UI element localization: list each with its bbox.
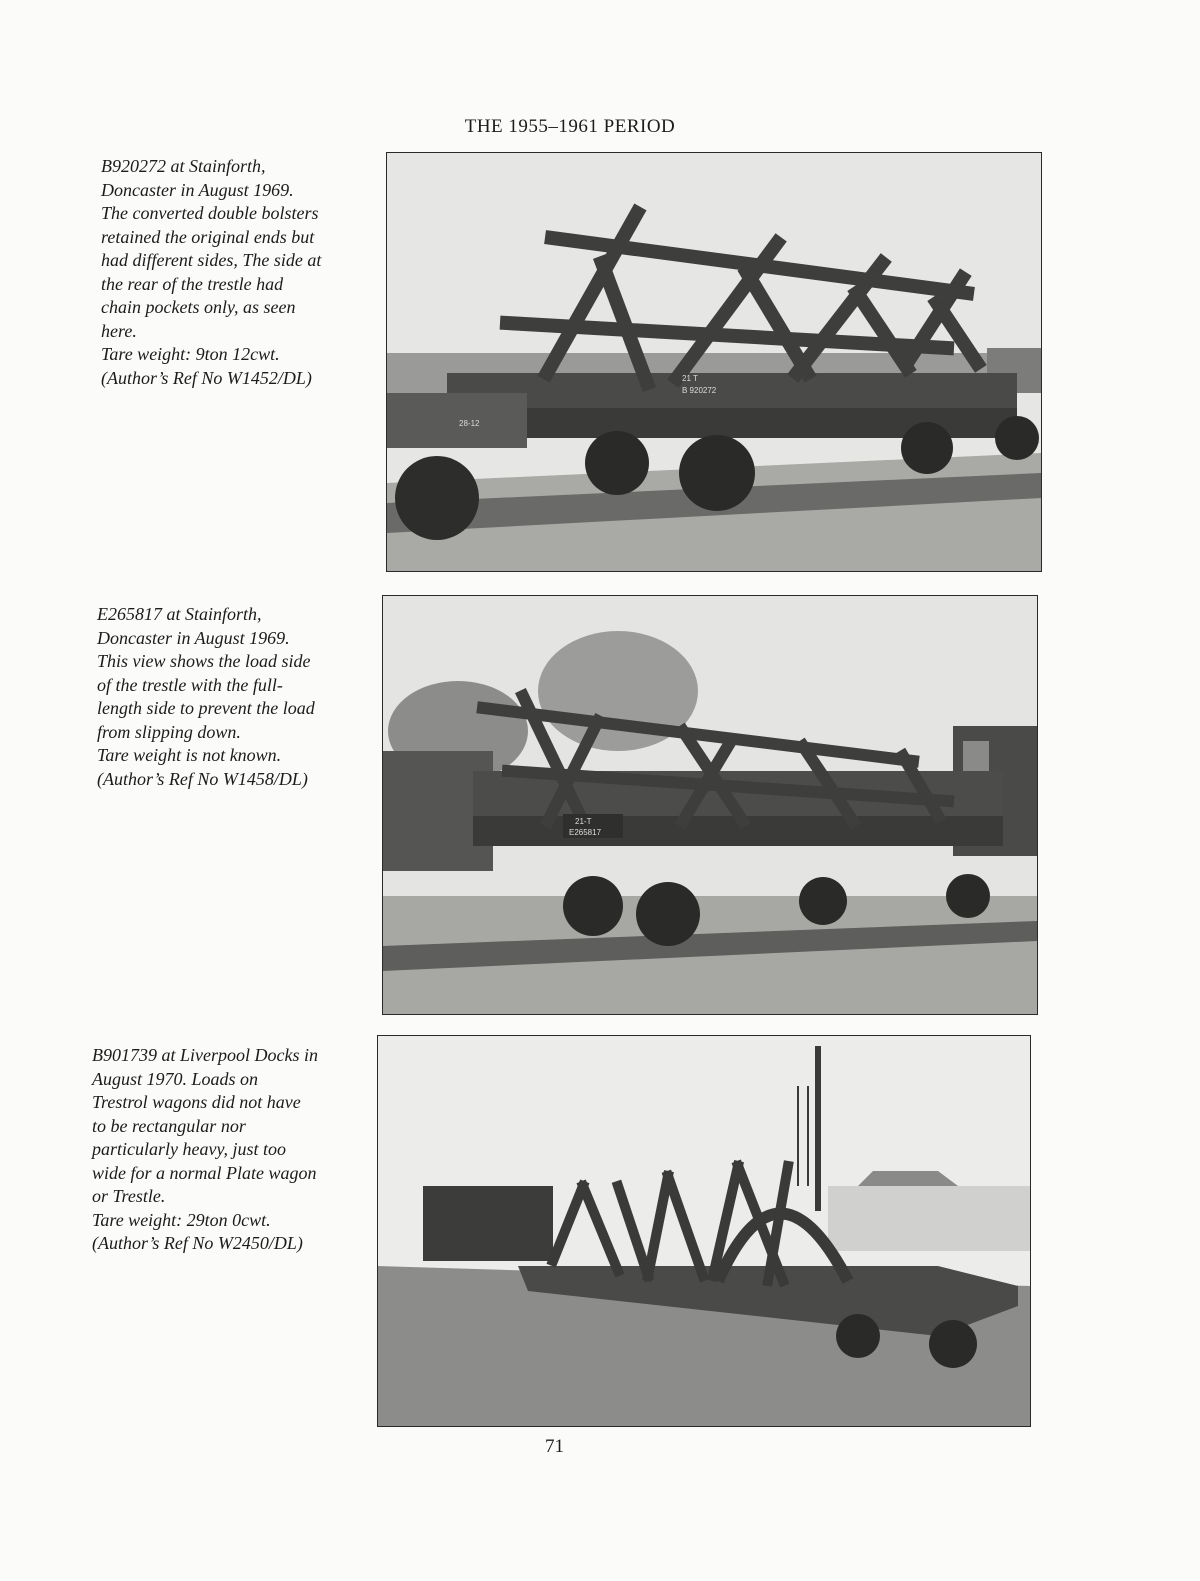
caption-line: E265817 at Stainforth, bbox=[97, 604, 262, 624]
caption-line: Tare weight is not known. bbox=[97, 745, 282, 765]
photo-e265817-art bbox=[383, 596, 1037, 1014]
caption-line: Trestrol wagons did not have bbox=[92, 1092, 301, 1112]
caption-line: here. bbox=[101, 320, 137, 341]
caption-line: of the trestle with the full- bbox=[97, 674, 283, 695]
caption-line: (Author’s Ref No W1452/DL) bbox=[101, 367, 312, 388]
caption-line: Doncaster in August 1969. bbox=[101, 179, 294, 200]
caption-3 bbox=[92, 1044, 318, 1256]
caption-2 bbox=[97, 603, 315, 791]
caption-1 bbox=[101, 155, 321, 390]
caption-line: length side to prevent the load bbox=[97, 698, 315, 718]
caption-line: The converted double bolsters bbox=[101, 203, 319, 223]
photo-b901739-art bbox=[378, 1036, 1030, 1426]
caption-line: Tare weight: 9ton 12cwt. bbox=[101, 344, 280, 364]
caption-line: chain pockets only, as seen bbox=[101, 297, 296, 317]
caption-line: to be rectangular nor bbox=[92, 1115, 246, 1136]
caption-line: or Trestle. bbox=[92, 1186, 166, 1206]
caption-line: B920272 at Stainforth, bbox=[101, 156, 266, 176]
photo-b920272-art bbox=[387, 153, 1041, 571]
wagon-marking: B 920272 bbox=[682, 386, 717, 395]
caption-line: B901739 at Liverpool Docks in bbox=[92, 1045, 318, 1065]
photo-e265817 bbox=[382, 595, 1038, 1015]
wagon-marking: 21-T bbox=[575, 817, 592, 826]
running-head: THE 1955–1961 PERIOD bbox=[464, 116, 676, 137]
caption-line: (Author’s Ref No W2450/DL) bbox=[92, 1233, 303, 1253]
caption-line: wide for a normal Plate wagon bbox=[92, 1162, 317, 1183]
caption-line: particularly heavy, just too bbox=[92, 1139, 286, 1159]
caption-line: (Author’s Ref No W1458/DL) bbox=[97, 768, 308, 789]
caption-line: the rear of the trestle had bbox=[101, 273, 284, 294]
caption-line: retained the original ends but bbox=[101, 226, 315, 247]
caption-line: August 1970. Loads on bbox=[92, 1068, 259, 1089]
wagon-marking: 21 T bbox=[682, 374, 698, 383]
page-number: 71 bbox=[545, 1436, 564, 1457]
caption-line: Tare weight: 29ton 0cwt. bbox=[92, 1209, 271, 1230]
photo-b901739 bbox=[377, 1035, 1031, 1427]
caption-line: Doncaster in August 1969. bbox=[97, 627, 290, 648]
caption-line: This view shows the load side bbox=[97, 651, 311, 671]
buffer-marking: 28-12 bbox=[459, 419, 480, 428]
caption-line: from slipping down. bbox=[97, 721, 241, 742]
wagon-marking: E265817 bbox=[569, 828, 602, 837]
photo-b920272 bbox=[386, 152, 1042, 572]
caption-line: had different sides, The side at bbox=[101, 250, 322, 270]
